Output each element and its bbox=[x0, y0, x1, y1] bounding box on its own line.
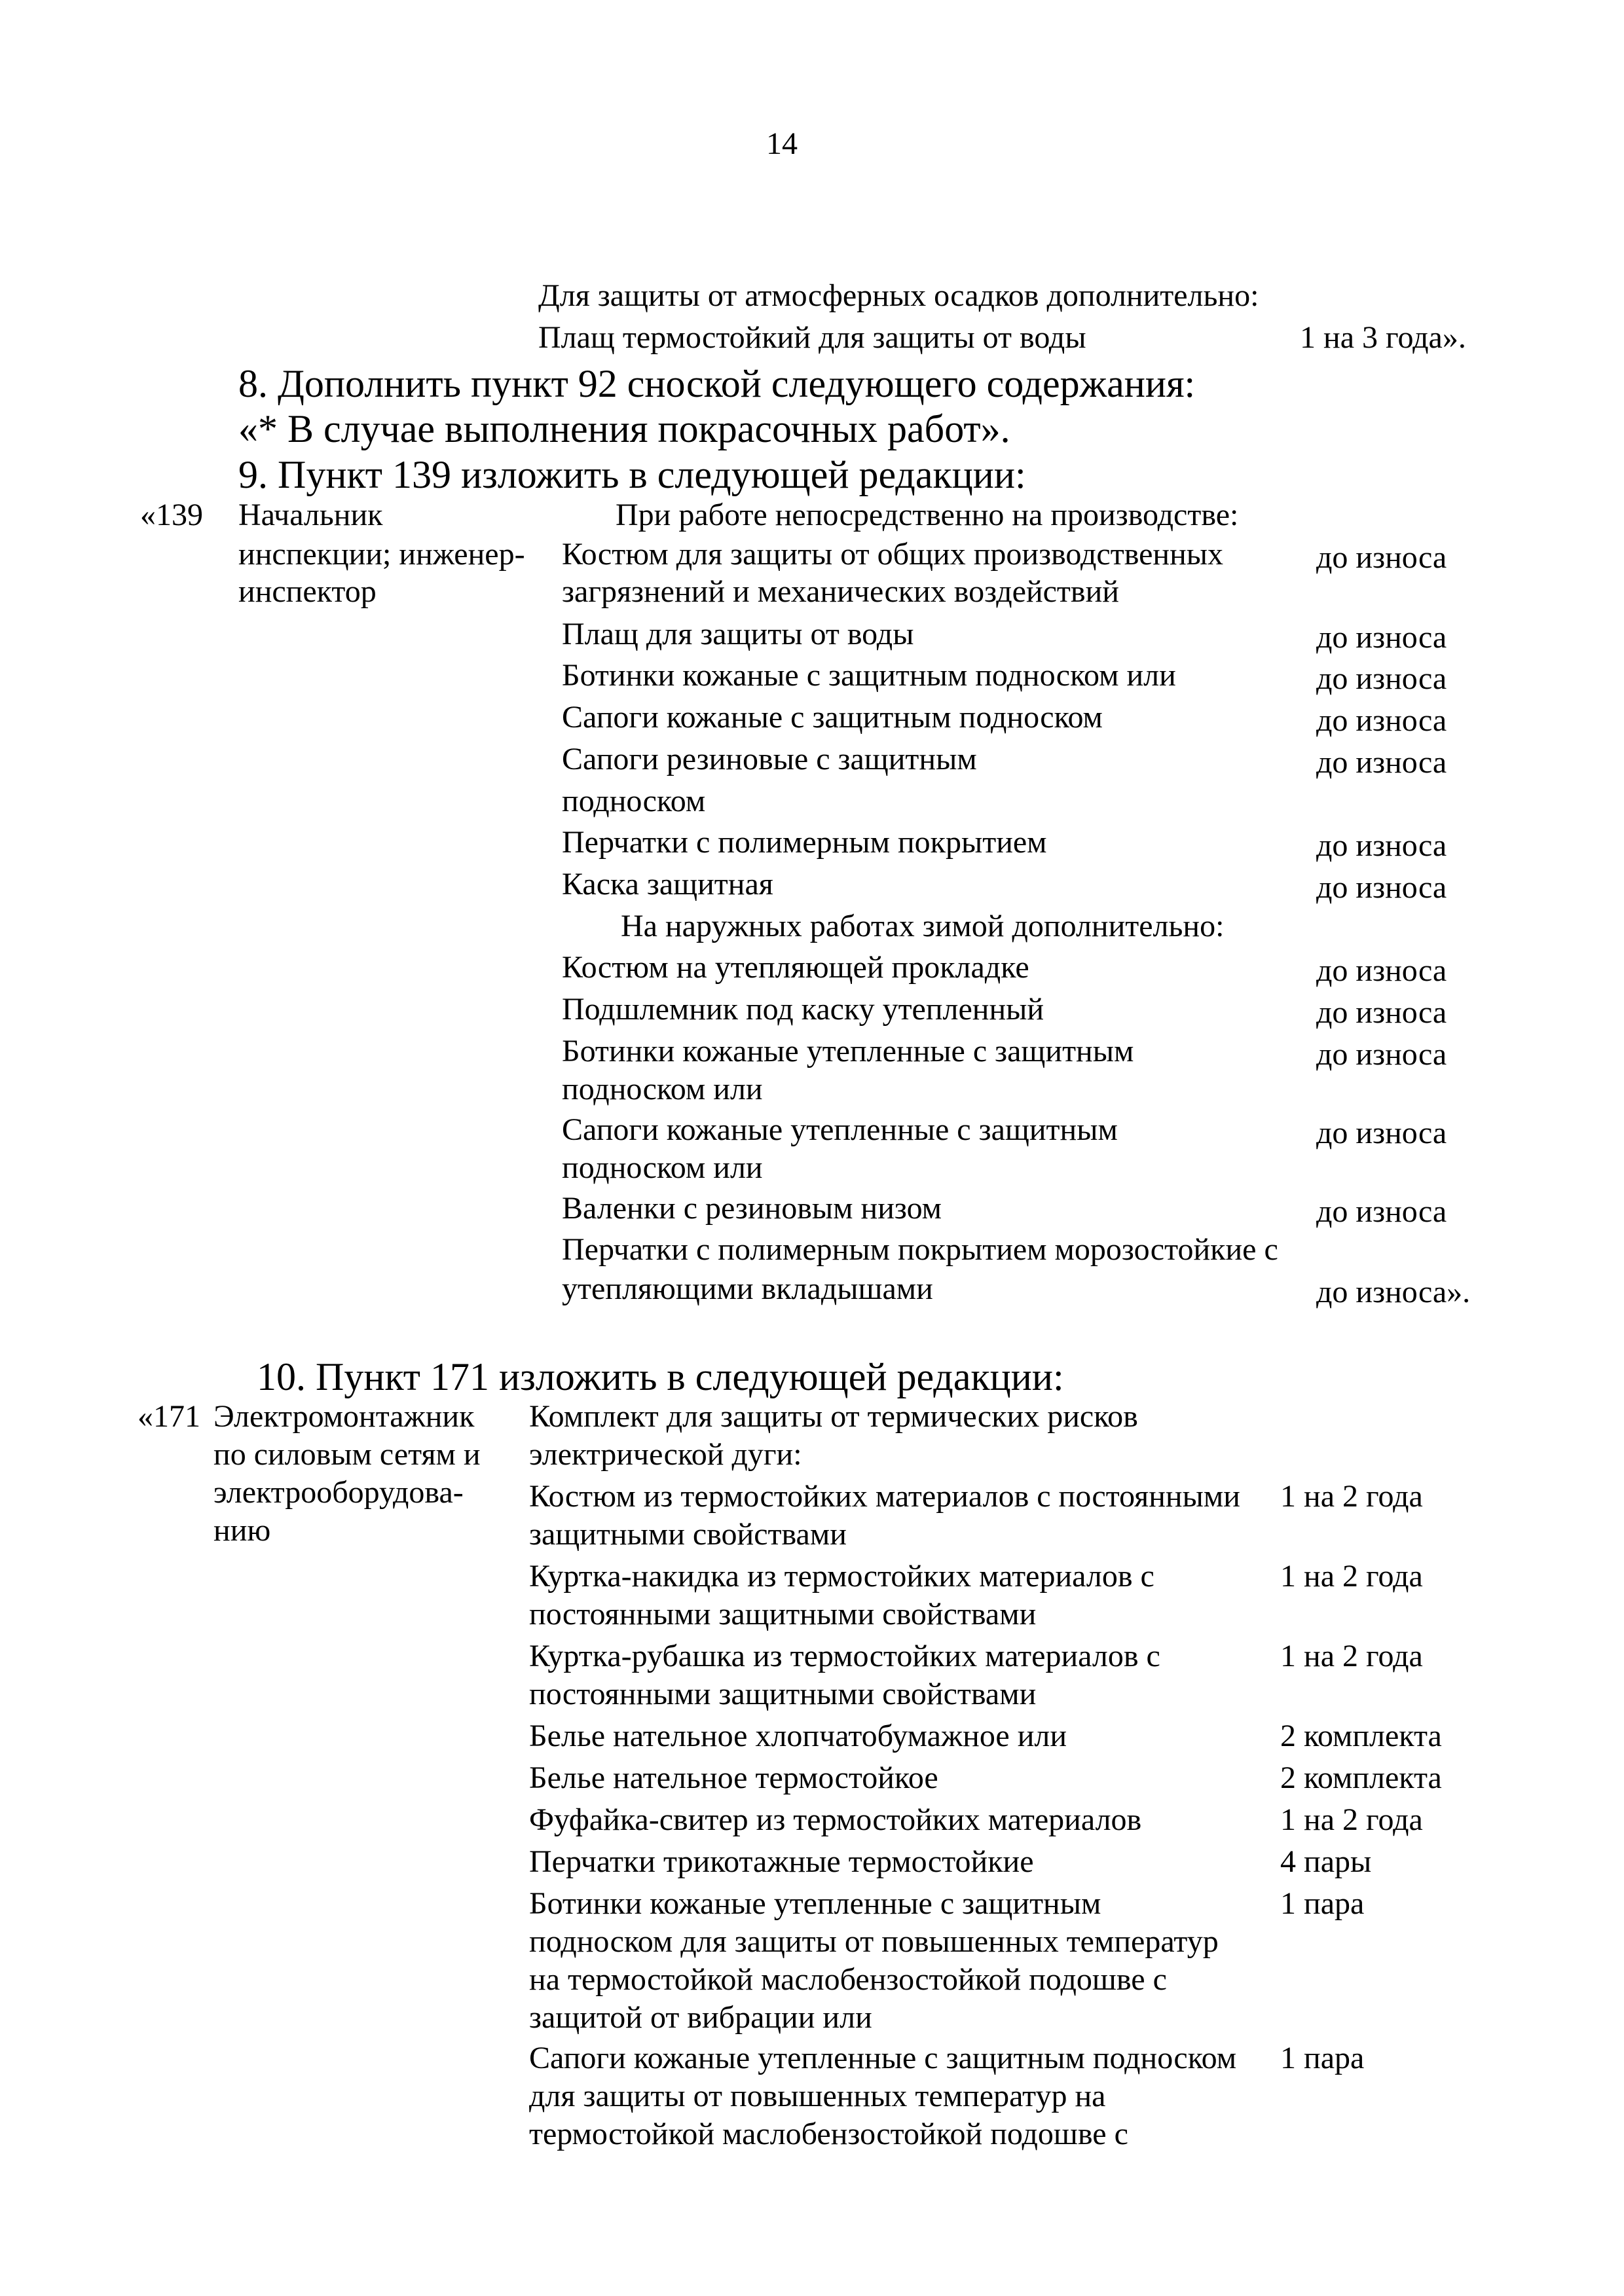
para10-item-name: защитой от вибрации или bbox=[529, 2000, 872, 2035]
para9-item-qty: до износа bbox=[1316, 540, 1447, 575]
para9-item-name: Сапоги кожаные с защитным подноском bbox=[562, 700, 1103, 735]
raincoat-qty: 1 на 3 года». bbox=[1300, 320, 1466, 355]
para9-item-name: загрязнений и механических воздействий bbox=[562, 574, 1119, 609]
para9-item-qty: до износа». bbox=[1316, 1275, 1471, 1309]
para9-item-name: Костюм на утепляющей прокладке bbox=[562, 950, 1029, 985]
para10-profession-line1: Электромонтажник bbox=[213, 1399, 475, 1434]
para9-item-name: Сапоги кожаные утепленные с защитным bbox=[562, 1112, 1118, 1147]
para9-item-qty: до износа bbox=[1316, 1194, 1447, 1229]
para10-item-name: Перчатки трикотажные термостойкие bbox=[529, 1844, 1034, 1879]
para9-item-qty: до износа bbox=[1316, 1116, 1447, 1150]
rain-protection-heading: Для защиты от атмосферных осадков дополнительно: bbox=[538, 278, 1259, 313]
para10-item-name: Куртка-рубашка из термостойких материалов с bbox=[529, 1639, 1160, 1673]
para10-item-name: Комплект для защиты от термических рисков bbox=[529, 1399, 1138, 1434]
para9-item-name: Костюм для защиты от общих производственных bbox=[562, 537, 1224, 572]
para9-profession-line3: инспектор bbox=[238, 574, 377, 609]
para10-item-qty: 1 на 2 года bbox=[1280, 1639, 1423, 1673]
para9-item-qty: до износа bbox=[1316, 870, 1447, 905]
raincoat-item: Плащ термостойкий для защиты от воды bbox=[538, 320, 1086, 355]
para9-item-name: Ботинки кожаные утепленные с защитным bbox=[562, 1034, 1134, 1068]
para9-item-qty: до износа bbox=[1316, 953, 1447, 988]
para10-heading: 10. Пункт 171 изложить в следующей редакции: bbox=[257, 1355, 1064, 1398]
para9-subheading-winter: На наружных работах зимой дополнительно: bbox=[621, 909, 1225, 943]
para10-item-name: на термостойкой маслобензостойкой подошве с bbox=[529, 1962, 1167, 1997]
para10-item-name: термостойкой маслобензостойкой подошве с bbox=[529, 2117, 1128, 2151]
para9-item-qty: до износа bbox=[1316, 828, 1447, 863]
para9-subheading-production: При работе непосредственно на производстве: bbox=[616, 498, 1239, 532]
para9-item-name: утепляющими вкладышами bbox=[562, 1271, 933, 1306]
para10-item-qty: 4 пары bbox=[1280, 1844, 1372, 1879]
para9-item-name: Подшлемник под каску утепленный bbox=[562, 992, 1044, 1027]
para10-item-name: Куртка-накидка из термостойких материалов с bbox=[529, 1559, 1154, 1594]
page-number: 14 bbox=[766, 126, 798, 161]
para10-item-name: Костюм из термостойких материалов с постоянными bbox=[529, 1479, 1240, 1514]
para9-item-qty: до износа bbox=[1316, 661, 1447, 696]
para10-item-name: Белье нательное хлопчатобумажное или bbox=[529, 1719, 1067, 1753]
para10-item-qty: 2 комплекта bbox=[1280, 1760, 1442, 1795]
para9-item-qty: до износа bbox=[1316, 995, 1447, 1030]
para10-item-name: подноском для защиты от повышенных температур bbox=[529, 1924, 1219, 1959]
para9-item-name: подноском bbox=[562, 784, 706, 818]
para10-item-name: электрической дуги: bbox=[529, 1437, 802, 1472]
para10-profession-line4: нию bbox=[213, 1513, 271, 1548]
para9-item-name: Сапоги резиновые с защитным bbox=[562, 742, 977, 776]
para10-item-qty: 1 пара bbox=[1280, 2041, 1365, 2075]
para10-item-qty: 1 на 2 года bbox=[1280, 1479, 1423, 1514]
para9-item-name: Плащ для защиты от воды bbox=[562, 617, 914, 651]
para9-heading: 9. Пункт 139 изложить в следующей редакции: bbox=[238, 453, 1026, 496]
para9-item-qty: до износа bbox=[1316, 620, 1447, 655]
para10-item-name: Сапоги кожаные утепленные с защитным подноском bbox=[529, 2041, 1237, 2075]
para9-item-name: Каска защитная bbox=[562, 867, 773, 902]
para10-item-name: постоянными защитными свойствами bbox=[529, 1597, 1037, 1631]
para10-item-qty: 2 комплекта bbox=[1280, 1719, 1442, 1753]
para10-profession-line3: электрооборудова- bbox=[213, 1475, 464, 1510]
para10-item-name: для защиты от повышенных температур на bbox=[529, 2079, 1106, 2113]
para10-item-name: постоянными защитными свойствами bbox=[529, 1677, 1037, 1711]
para9-item-name: подноском или bbox=[562, 1072, 763, 1106]
para10-item-qty: 1 на 2 года bbox=[1280, 1559, 1423, 1594]
para9-item-name: подноском или bbox=[562, 1150, 763, 1185]
para10-profession-line2: по силовым сетям и bbox=[213, 1437, 481, 1472]
para10-item-number: «171 bbox=[138, 1399, 200, 1434]
para9-item-name: Перчатки с полимерным покрытием bbox=[562, 825, 1047, 860]
para9-profession-line2: инспекции; инженер- bbox=[238, 537, 525, 572]
para9-item-qty: до износа bbox=[1316, 703, 1447, 738]
para10-item-qty: 1 на 2 года bbox=[1280, 1802, 1423, 1837]
para8-line2: «* В случае выполнения покрасочных работ». bbox=[238, 407, 1010, 450]
para10-item-name: Белье нательное термостойкое bbox=[529, 1760, 938, 1795]
para8-line1: 8. Дополнить пункт 92 сноской следующего содержания: bbox=[238, 362, 1196, 405]
para10-item-qty: 1 пара bbox=[1280, 1886, 1365, 1921]
para9-item-name: Перчатки с полимерным покрытием морозостойкие с bbox=[562, 1232, 1278, 1267]
para9-profession-line1: Начальник bbox=[238, 498, 383, 532]
para10-item-name: защитными свойствами bbox=[529, 1517, 847, 1552]
para9-item-number: «139 bbox=[140, 498, 203, 532]
para10-item-name: Фуфайка-свитер из термостойких материалов bbox=[529, 1802, 1142, 1837]
para9-item-name: Валенки с резиновым низом bbox=[562, 1191, 942, 1226]
para9-item-qty: до износа bbox=[1316, 1037, 1447, 1072]
para10-item-name: Ботинки кожаные утепленные с защитным bbox=[529, 1886, 1101, 1921]
para9-item-qty: до износа bbox=[1316, 745, 1447, 780]
para9-item-name: Ботинки кожаные с защитным подноском или bbox=[562, 658, 1176, 693]
